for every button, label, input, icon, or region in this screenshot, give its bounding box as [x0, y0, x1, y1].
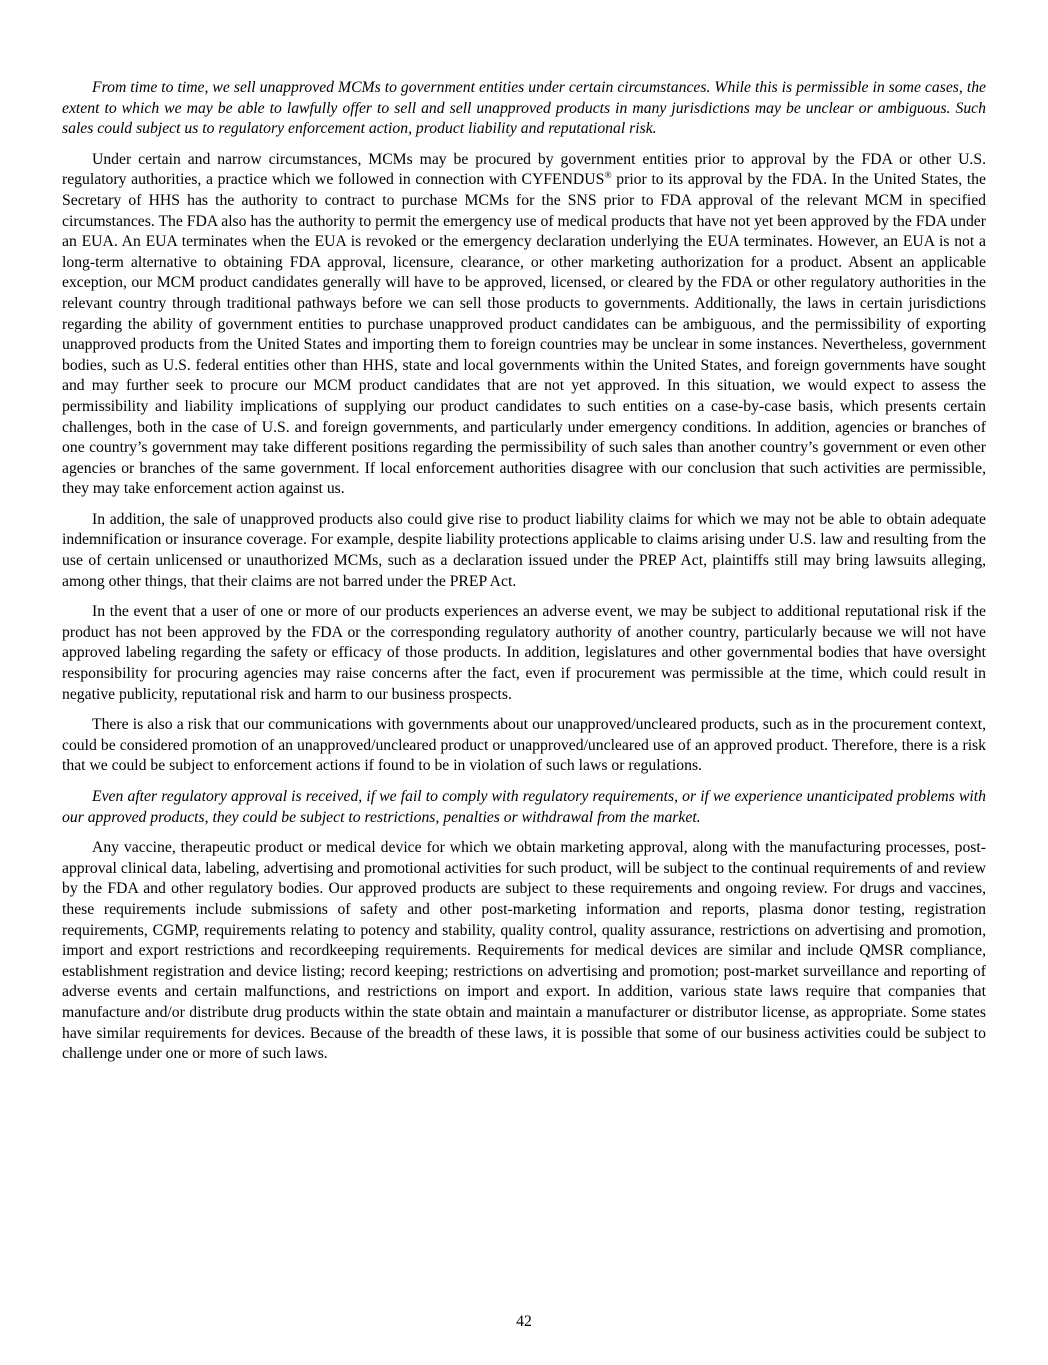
- paragraph-intro-unapproved-mcms: From time to time, we sell unapproved MCMs to government entities under certain circumstances. While this is permissible in some cases, the extent to which we may be able to lawfully offer to sell and sell unapproved products in many jurisdictions may be unclear or ambiguous. Such sales could subject us to regulatory enforcement action, product liability and reputational risk.: [62, 79, 986, 138]
- paragraph-heading-post-approval-compliance: Even after regulatory approval is received, if we fail to comply with regulatory requirements, or if we experience unanticipated problems with our approved products, they could be subject to restrictions, penalties or withdrawal from the market.: [62, 788, 986, 826]
- paragraph-product-liability-claims: In addition, the sale of unapproved products also could give rise to product liability claims for which we may not be able to obtain adequate indemnification or insurance coverage. For example, despite liability protections applicable to claims arising under U.S. law and resulting from the use of certain unlicensed or unauthorized MCMs, such as a declaration issued under the PREP Act, plaintiffs still may bring lawsuits alleging, among other things, that their claims are not barred under the PREP Act.: [62, 510, 986, 590]
- paragraph-communications-risk: There is also a risk that our communications with governments about our unapproved/uncleared products, such as in the procurement context, could be considered promotion of an unapproved/uncleared product or unapproved/uncleared use of an approved product. Therefore, there is a risk that we could be subject to enforcement actions if found to be in violation of such laws or regulations.: [62, 716, 986, 775]
- paragraph-procurement-circumstances: [62, 150, 986, 500]
- paragraph-text: prior to its approval by the FDA. In the United States, the Secretary of HHS has the authority to contract to purchase MCMs for the SNS prior to FDA approval of the relevant MCM in specified circumstances. The FDA also has the authority to permit the emergency use of medical products that have not yet been approved by the FDA under an EUA. An EUA terminates when the EUA is revoked or the emergency declaration underlying the EUA terminates. However, an EUA is not a long-term alternative to obtaining FDA approval, licensure, clearance, or other marketing authorization for a product. Absent an applicable exception, our MCM product candidates generally will have to be approved, licensed, or cleared by the FDA or other regulatory authorities in the relevant country through traditional pathways before we can sell those products to governments. Additionally, the laws in certain jurisdictions regarding the ability of government entities to purchase unapproved product candidates can be ambiguous, and the permissibility of exporting unapproved products from the United States and importing them to foreign countries may be unclear in some instances. Nevertheless, government bodies, such as U.S. federal entities other than HHS, state and local governments within the United States, and foreign governments have sought and may further seek to procure our MCM product candidates that are not yet approved. In this situation, we would expect to assess the permissibility and liability implications of supplying our product candidates to such entities on a case-by-case basis, which presents certain challenges, both in the case of U.S. and foreign governments, and particularly under emergency conditions. In addition, agencies or branches of one country’s government may take different positions regarding the permissibility of such sales than another country’s government or even other agencies or branches of the same government. If local enforcement authorities disagree with our conclusion that such activities are permissible, they may take enforcement action against us.: [62, 171, 986, 498]
- paragraph-text: Under certain and narrow circumstances, MCMs may be procured by government entities prior to approval by the FDA or other U.S. regulatory authorities, a practice which we followed in connection with CYFENDUS: [62, 150, 986, 189]
- paragraph-adverse-event-risk: In the event that a user of one or more of our products experiences an adverse event, we may be subject to additional reputational risk if the product has not been approved by the FDA or the corresponding regulatory authority of another country, particularly because we will not have approved labeling regarding the safety or efficacy of those products. In addition, legislatures and other governmental bodies that have oversight responsibility for procuring agencies may raise concerns after the fact, even if procurement was permissible at the time, which could result in negative publicity, reputational risk and harm to our business prospects.: [62, 603, 986, 703]
- registered-trademark-symbol: ®: [604, 171, 612, 182]
- page-number: 42: [516, 1313, 532, 1331]
- page-body: [62, 78, 986, 1065]
- paragraph-continual-requirements: Any vaccine, therapeutic product or medical device for which we obtain marketing approval, along with the manufacturing processes, post-approval clinical data, labeling, advertising and promotional activities for such product, will be subject to the continual requirements of and review by the FDA and other regulatory bodies. Our approved products are subject to these requirements and ongoing review. For drugs and vaccines, these requirements include submissions of safety and other post-marketing information and reports, plasma donor testing, registration requirements, CGMP, requirements relating to potency and stability, quality control, quality assurance, restrictions on advertising and promotion, import and export restrictions and recordkeeping requirements. Requirements for medical devices are similar and include QMSR compliance, establishment registration and device listing; record keeping; restrictions on advertising and promotion; post-market surveillance and reporting of adverse events and certain malfunctions, and restrictions on import and export. In addition, various state laws require that companies that manufacture and/or distribute drug products within the state obtain and maintain a manufacturer or distributor license, as appropriate. Some states have similar requirements for devices. Because of the breadth of these laws, it is possible that some of our business activities could be subject to challenge under one or more of such laws.: [62, 839, 986, 1063]
